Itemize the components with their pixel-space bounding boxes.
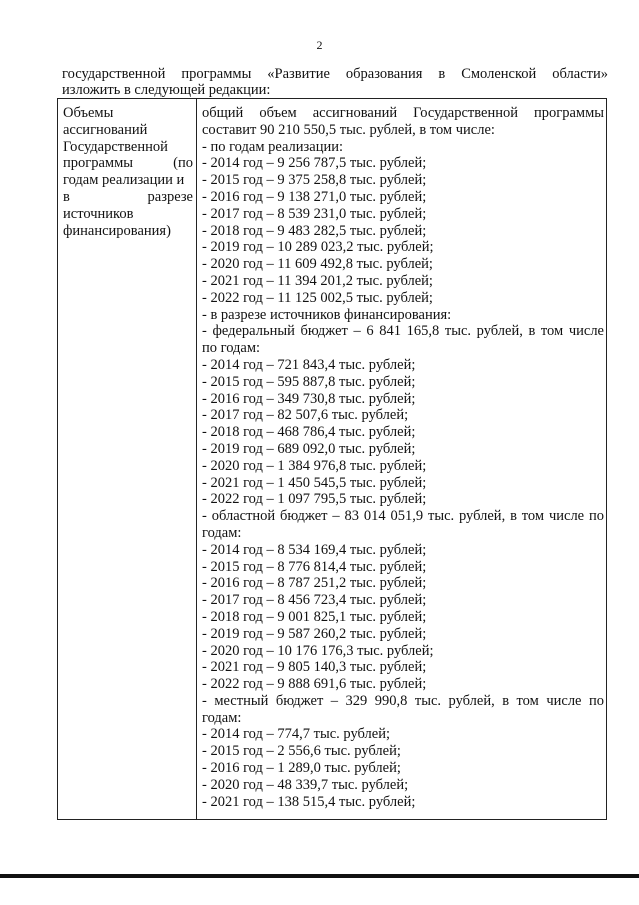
content-line: - 2014 год – 774,7 тыс. рублей; [202,726,390,743]
content-line: - 2017 год – 82 507,6 тыс. рублей; [202,407,409,424]
content-line: - областной бюджет – 83 014 051,9 тыс. рублей, в том числе по [202,508,604,525]
content-line: - 2014 год – 9 256 787,5 тыс. рублей; [202,155,427,172]
content-line: - федеральный бюджет – 6 841 165,8 тыс. рублей, в том числе [202,323,604,340]
content-line: - 2015 год – 595 887,8 тыс. рублей; [202,373,416,390]
label-line: финансирования) [63,222,171,239]
content-line: - 2021 год – 1 450 545,5 тыс. рублей; [202,474,427,491]
content-line: общий объем ассигнований Государственной программы [202,105,604,121]
content-line: - 2022 год – 9 888 691,6 тыс. рублей; [202,676,427,693]
content-line: - 2022 год – 11 125 002,5 тыс. рублей; [202,289,433,306]
content-line: - 2017 год – 8 539 231,0 тыс. рублей; [202,205,427,222]
content-line: - 2020 год – 11 609 492,8 тыс. рублей; [202,256,433,273]
content-line: - 2016 год – 9 138 271,0 тыс. рублей; [202,188,427,205]
content-line: годам: [202,709,242,726]
content-line: - 2020 год – 48 339,7 тыс. рублей; [202,776,409,793]
intro-line-1: государственной программы «Развитие образования в Смоленской области» [62,66,608,82]
content-line: - местный бюджет – 329 990,8 тыс. рублей, в том числе по [202,692,604,709]
content-line: по годам: [202,340,261,357]
label-line: Государственной [63,138,168,155]
content-line: - 2017 год – 8 456 723,4 тыс. рублей; [202,592,427,609]
content-line: - 2016 год – 8 787 251,2 тыс. рублей; [202,575,427,592]
content-line: - 2016 год – 349 730,8 тыс. рублей; [202,390,416,407]
content-line: - 2018 год – 9 001 825,1 тыс. рублей; [202,608,427,625]
content-line: - 2019 год – 10 289 023,2 тыс. рублей; [202,239,434,256]
content-line: - 2019 год – 9 587 260,2 тыс. рублей; [202,625,427,642]
content-line: - 2021 год – 138 515,4 тыс. рублей; [202,793,416,810]
label-line: ассигнований [63,121,148,138]
content-line: годам: [202,524,242,541]
label-line: годам реализации и [63,172,185,189]
page-number: 2 [316,38,323,52]
content-line: - 2020 год – 1 384 976,8 тыс. рублей; [202,457,427,474]
content-line: - 2018 год – 468 786,4 тыс. рублей; [202,424,416,441]
content-line: - 2018 год – 9 483 282,5 тыс. рублей; [202,222,427,239]
label-line: программы (по [63,155,193,172]
table-label-cell [58,99,197,819]
content-line: - 2021 год – 9 805 140,3 тыс. рублей; [202,659,427,676]
content-line: - 2014 год – 721 843,4 тыс. рублей; [202,356,416,373]
content-line: - в разрезе источников финансирования: [202,306,452,323]
label-line: Объемы [63,105,114,121]
content-line: - 2015 год – 8 776 814,4 тыс. рублей; [202,558,427,575]
content-line: - по годам реализации: [202,138,344,155]
content-line: - 2020 год – 10 176 176,3 тыс. рублей; [202,642,434,659]
table-content-cell [197,99,606,819]
intro-line-2: изложить в следующей редакции: [62,82,271,98]
content-line: - 2019 год – 689 092,0 тыс. рублей; [202,440,416,457]
label-line: в разрезе [63,188,193,205]
funding-table [57,98,607,820]
content-line: - 2021 год – 11 394 201,2 тыс. рублей; [202,272,433,289]
footer-divider [0,874,639,878]
content-line: - 2015 год – 9 375 258,8 тыс. рублей; [202,172,427,189]
content-line: составит 90 210 550,5 тыс. рублей, в том числе: [202,121,495,138]
content-line: - 2015 год – 2 556,6 тыс. рублей; [202,743,401,760]
content-line: - 2022 год – 1 097 795,5 тыс. рублей; [202,491,427,508]
content-line: - 2016 год – 1 289,0 тыс. рублей; [202,760,401,777]
intro-paragraph [62,66,608,98]
label-line: источников [63,205,134,222]
content-line: - 2014 год – 8 534 169,4 тыс. рублей; [202,541,427,558]
